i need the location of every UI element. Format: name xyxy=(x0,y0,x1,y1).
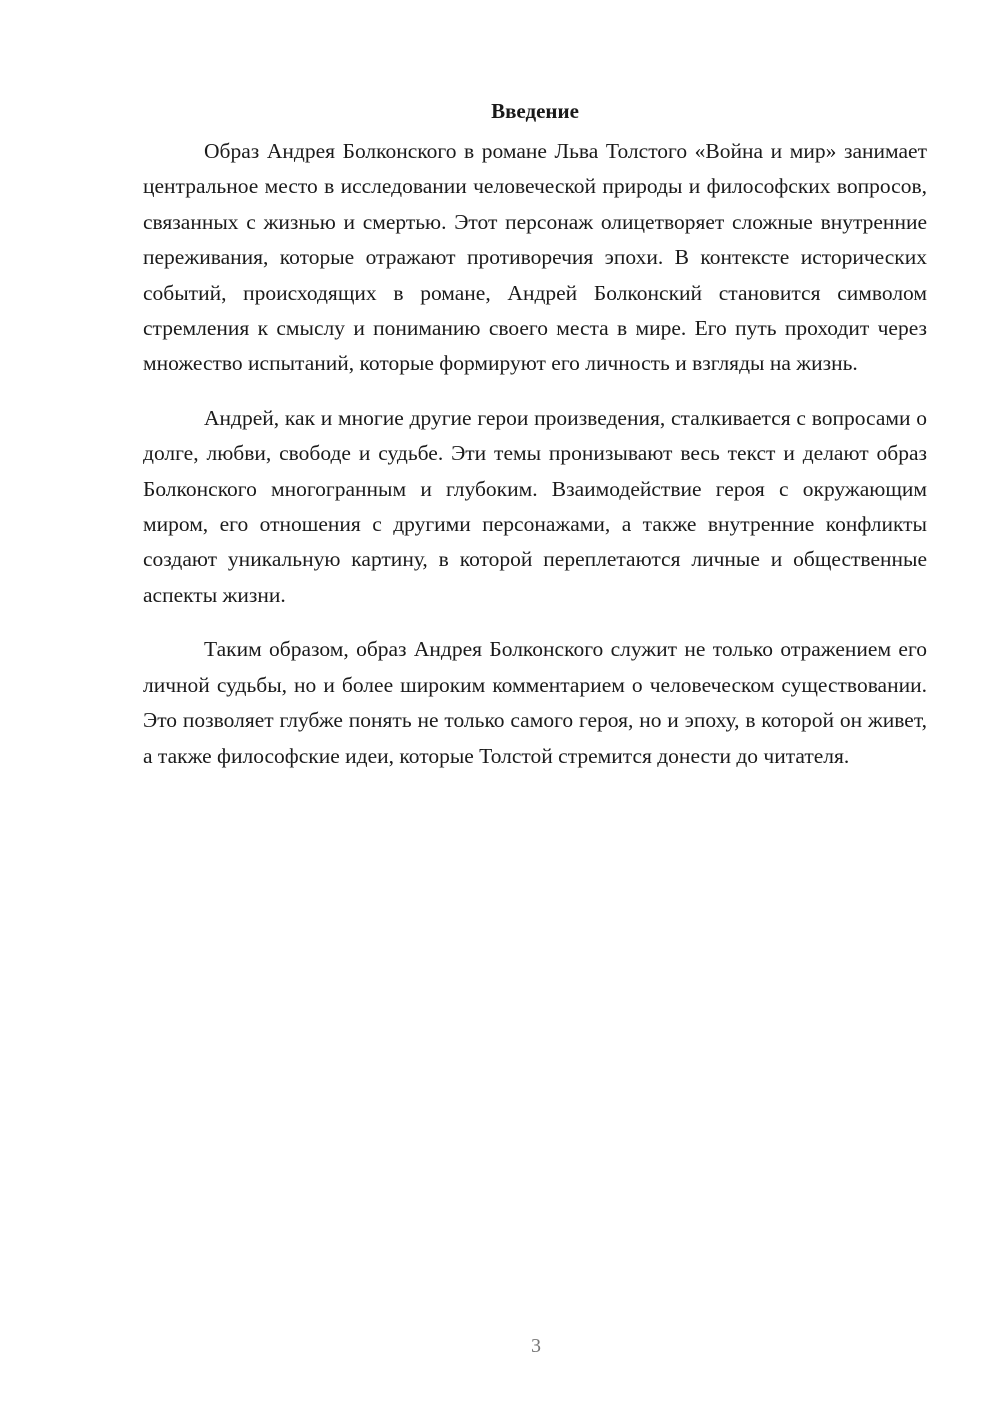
section-heading: Введение xyxy=(491,99,579,123)
paragraph-1: Образ Андрея Болконского в романе Льва Толстого «Война и мир» занимает центральное место в исследовании человеческой природы и философских вопросов, связанных с жизнью и смертью. Этот персонаж олицетворяет сложные внутренние переживания, которые отражают противоречия эпохи. В контексте исторических событий, происходящих в романе, Андрей Болконский становится символом стремления к смыслу и пониманию своего места в мире. Его путь проходит через множество испытаний, которые формируют его личность и взгляды на жизнь. xyxy=(143,139,927,376)
paragraph-3: Таким образом, образ Андрея Болконского служит не только отражением его личной судьбы, но и более широким комментарием о человеческом существовании. Это позволяет глубже понять не только самого героя, но и эпоху, в которой он живет, а также философские идеи, которые Толстой стремится донести до читателя. xyxy=(143,637,927,768)
page-number: 3 xyxy=(531,1335,541,1357)
page-content xyxy=(143,96,927,793)
paragraph-2: Андрей, как и многие другие герои произведения, сталкивается с вопросами о долге, любви, свободе и судьбе. Эти темы пронизывают весь текст и делают образ Болконского многогранным и глубоким. Взаимодействие героя с окружающим миром, его отношения с другими персонажами, а также внутренние конфликты создают уникальную картину, в которой переплетаются личные и общественные аспекты жизни. xyxy=(143,405,927,607)
